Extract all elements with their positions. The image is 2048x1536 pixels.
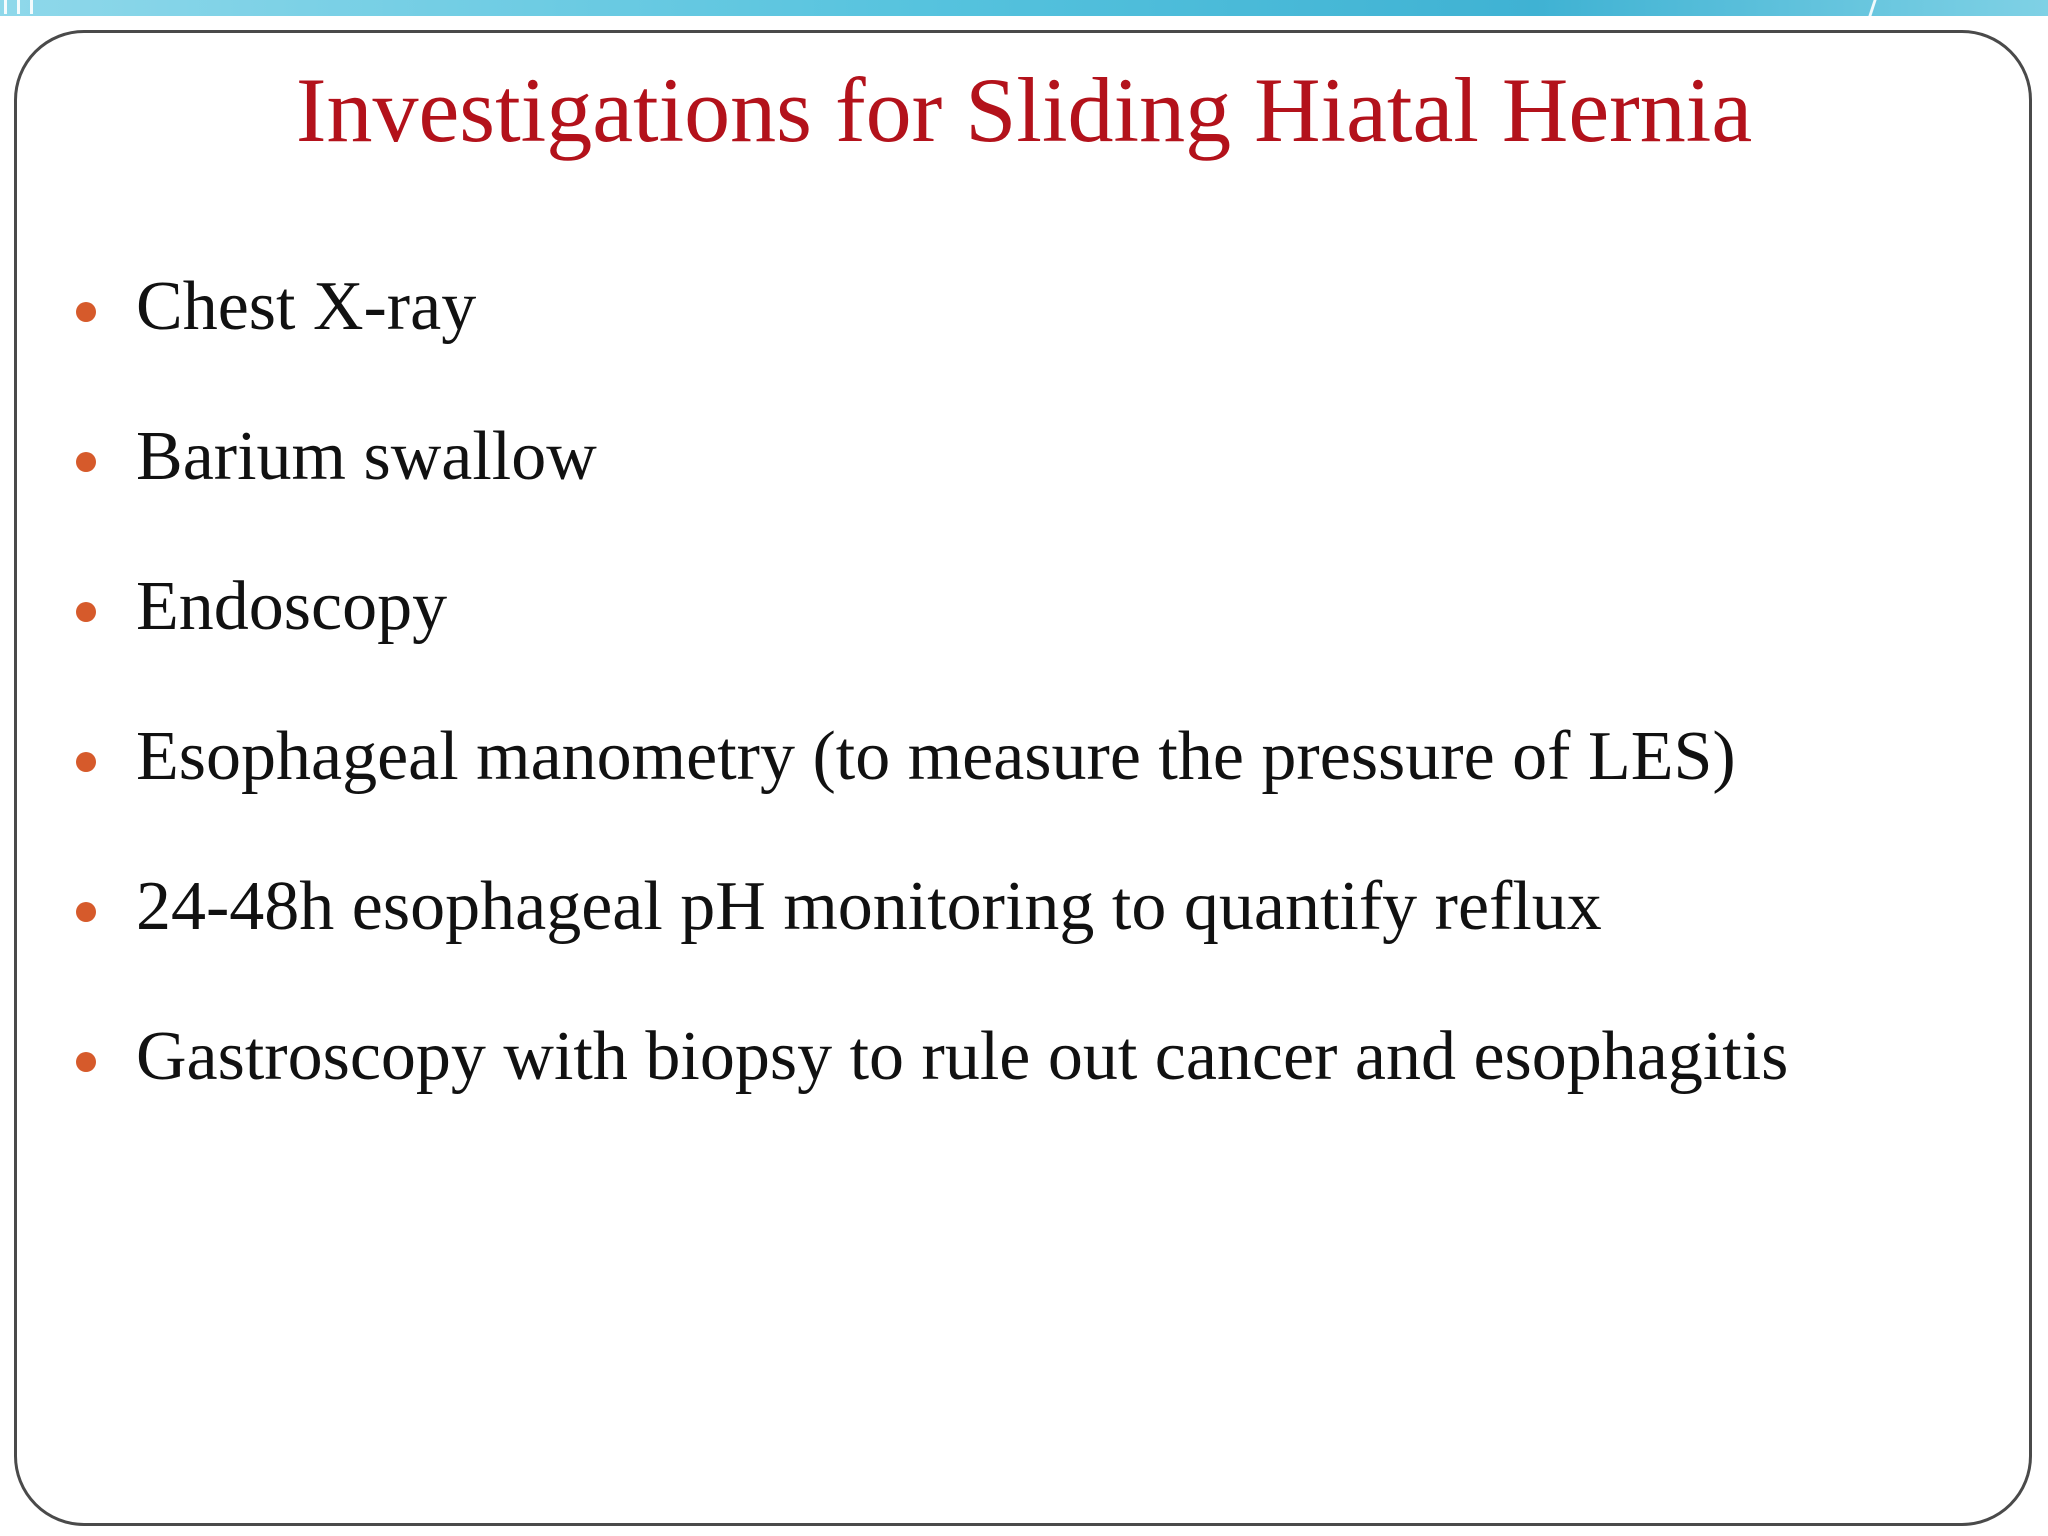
- bullet-text: 24-48h esophageal pH monitoring to quantify reflux: [136, 868, 1602, 945]
- bullet-item-ph-monitoring: [76, 862, 2016, 1012]
- bullet-text: Endoscopy: [136, 568, 448, 645]
- decorative-slash-icon: [1868, 0, 1890, 16]
- slide-title: Investigations for Sliding Hiatal Hernia: [295, 59, 1753, 161]
- bullet-text: Chest X-ray: [136, 268, 477, 345]
- bullet-dot-icon: [76, 902, 96, 922]
- bullet-dot-icon: [76, 1052, 96, 1072]
- bullet-item-chest-x-ray: [76, 262, 2016, 412]
- bullet-dot-icon: [76, 302, 96, 322]
- bullet-list: [76, 262, 2016, 1162]
- decorative-top-strip: [0, 0, 2048, 16]
- bullet-dot-icon: [76, 602, 96, 622]
- bullet-item-esophageal-manometry: [76, 712, 2016, 862]
- bullet-item-barium-swallow: [76, 412, 2016, 562]
- bullet-dot-icon: [76, 452, 96, 472]
- bullet-item-gastroscopy: [76, 1012, 2016, 1162]
- decorative-lines-icon: [4, 0, 68, 16]
- bullet-text: Barium swallow: [136, 418, 597, 495]
- bullet-dot-icon: [76, 752, 96, 772]
- bullet-text: Gastroscopy with biopsy to rule out cancer and esophagitis: [136, 1018, 1789, 1095]
- bullet-text: Esophageal manometry (to measure the pressure of LES): [136, 718, 1736, 795]
- bullet-item-endoscopy: [76, 562, 2016, 712]
